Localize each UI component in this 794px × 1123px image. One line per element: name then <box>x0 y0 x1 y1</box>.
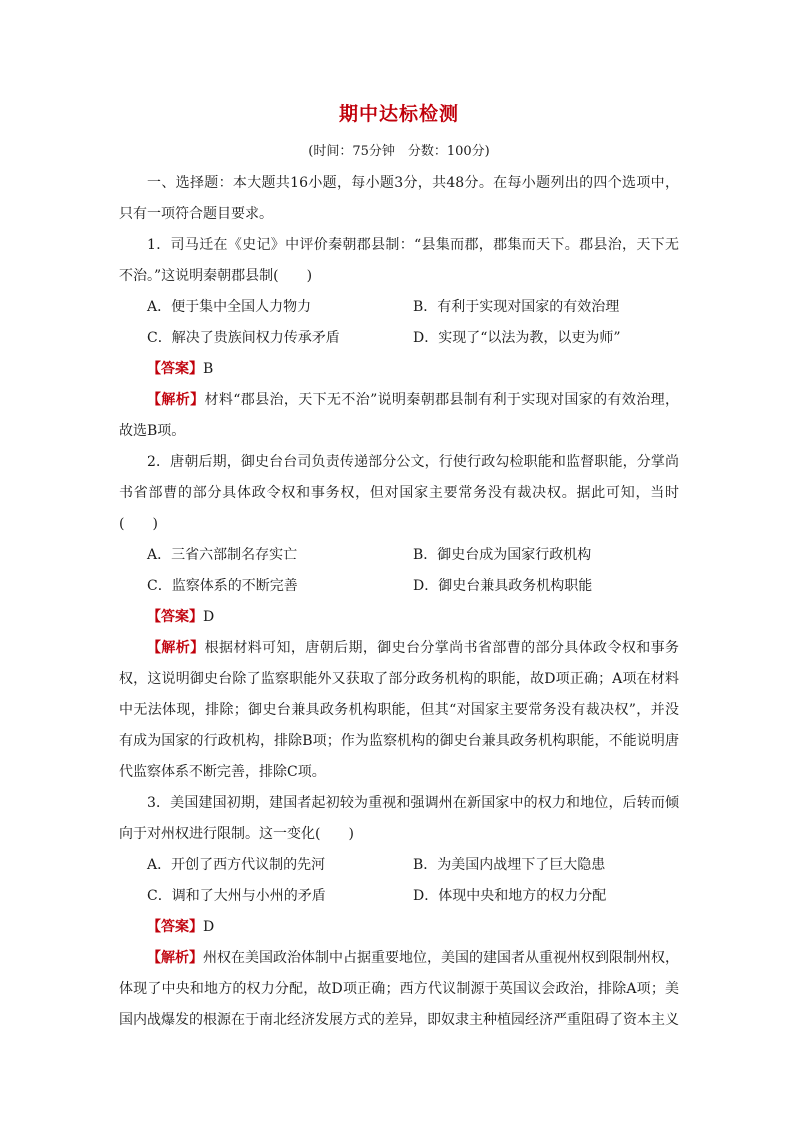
option-c: C．调和了大州与小州的矛盾 <box>147 888 326 904</box>
option-b: B．为美国内战埋下了巨大隐患 <box>413 857 606 873</box>
answer-tag: 【答案】 <box>147 361 203 377</box>
question-stem: 3．美国建国初期，建国者起初较为重视和强调州在新国家中的权力和地位，后转而倾向于对州权进行限制。这一变化( ) <box>119 795 679 842</box>
section-intro: 一、选择题：本大题共16小题，每小题3分，共48分。在每小题列出的四个选项中，只有一项符合题目要求。 <box>119 175 679 222</box>
question-3 <box>119 788 679 1036</box>
analysis-text: 州权在美国政治体制中占据重要地位，美国的建国者从重视州权到限制州权，体现了中央和地方的权力分配，故D项正确；西方代议制源于英国议会政治，排除A项；美国内战爆发的根源在于南北经济发展方式的差异，即奴隶主种植园经济严重阻碍了资本主义 <box>119 950 679 1028</box>
question-stem: 1．司马迁在《史记》中评价秦朝郡县制：“县集而郡，郡集而天下。郡县治，天下无不治。”这说明秦朝郡县制( ) <box>119 237 679 284</box>
question-2 <box>119 447 679 788</box>
analysis-tag: 【解析】 <box>147 392 205 408</box>
analysis-tag: 【解析】 <box>147 640 205 656</box>
answer-line <box>119 912 679 943</box>
analysis-tag: 【解析】 <box>147 950 203 966</box>
document-page <box>119 100 679 1036</box>
analysis-text: 根据材料可知，唐朝后期，御史台分掌尚书省部曹的部分具体政令权和事务权，这说明御史台除了监察职能外又获取了部分政务机构的职能，故D项正确；A项在材料中无法体现，排除；御史台兼具政务机构职能，但其“对国家主要常务没有裁决权”，并没有成为国家的行政机构，排除B项；作为监察机构的御史台兼具政务机构职能，不能说明唐代监察体系不断完善，排除C项。 <box>119 640 680 780</box>
analysis-line <box>119 943 679 1036</box>
question-1 <box>119 230 679 447</box>
option-d: D．御史台兼具政务机构职能 <box>413 578 593 594</box>
analysis-line <box>119 385 679 447</box>
option-c: C．监察体系的不断完善 <box>147 578 298 594</box>
answer-tag: 【答案】 <box>147 609 203 625</box>
answer-line <box>119 354 679 385</box>
option-a: A．便于集中全国人力物力 <box>147 299 312 315</box>
option-d: D．体现中央和地方的权力分配 <box>413 888 607 904</box>
analysis-text: 材料“郡县治，天下无不治”说明秦朝郡县制有利于实现对国家的有效治理，故选B项。 <box>119 392 680 439</box>
option-a: A．开创了西方代议制的先河 <box>147 857 326 873</box>
analysis-line <box>119 633 679 788</box>
question-options <box>119 540 679 602</box>
answer-line <box>119 602 679 633</box>
answer-value: D <box>203 919 215 935</box>
question-options <box>119 850 679 912</box>
answer-value: D <box>203 609 215 625</box>
answer-value: B <box>203 361 214 377</box>
option-d: D．实现了“以法为教，以吏为师” <box>413 330 621 346</box>
answer-tag: 【答案】 <box>147 919 203 935</box>
question-stem: 2．唐朝后期，御史台台司负责传递部分公文，行使行政勾检职能和监督职能，分掌尚书省部曹的部分具体政令权和事务权，但对国家主要常务没有裁决权。据此可知，当时( ) <box>119 454 679 532</box>
option-c: C．解决了贵族间权力传承矛盾 <box>147 330 340 346</box>
page-title: 期中达标检测 <box>338 103 459 125</box>
question-options <box>119 292 679 354</box>
option-b: B．有利于实现对国家的有效治理 <box>413 299 620 315</box>
exam-meta: (时间：75分钟 分数：100分) <box>308 144 490 159</box>
option-a: A．三省六部制名存实亡 <box>147 547 298 563</box>
option-b: B．御史台成为国家行政机构 <box>413 547 592 563</box>
